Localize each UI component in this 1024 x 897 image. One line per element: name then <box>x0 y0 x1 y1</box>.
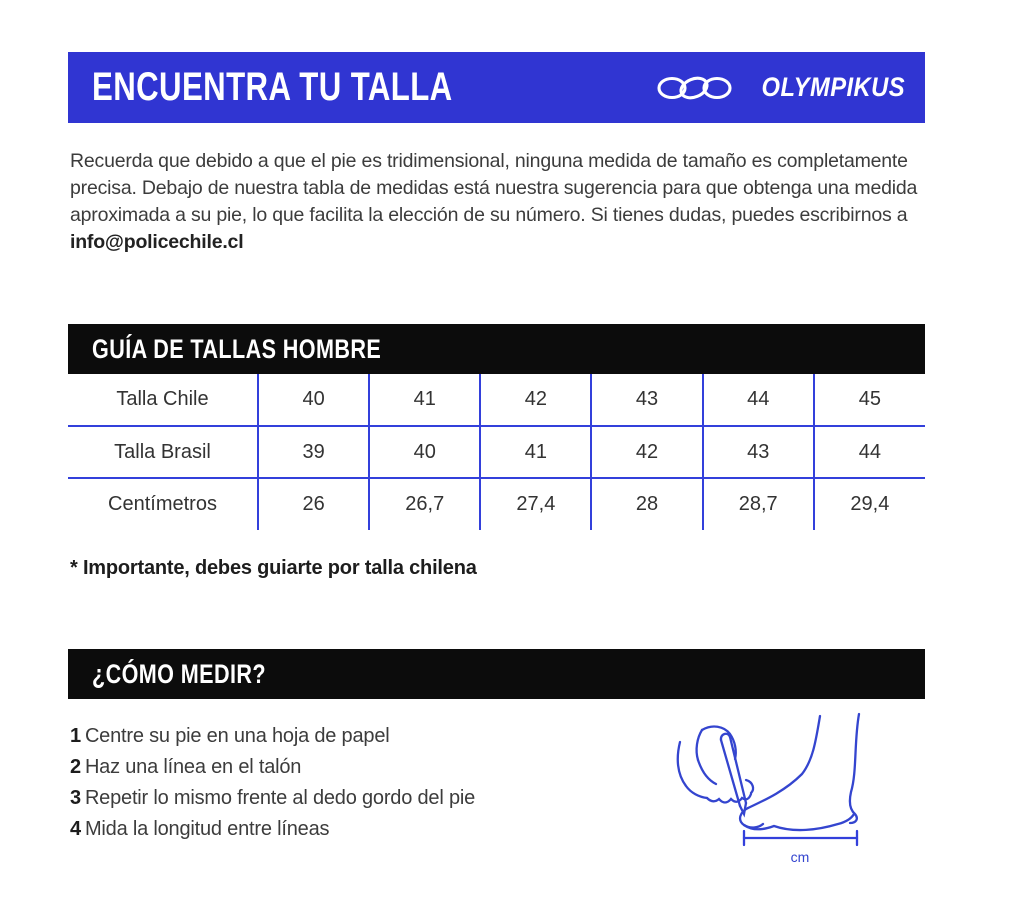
size-value-cell: 28 <box>591 478 702 530</box>
size-value-cell: 43 <box>703 426 814 478</box>
measure-steps-list <box>70 721 650 845</box>
section-header-size-guide <box>68 324 925 374</box>
size-value-cell: 27,4 <box>480 478 591 530</box>
step-text: Mida la longitud entre líneas <box>84 818 330 840</box>
size-value-cell: 43 <box>591 374 702 426</box>
foot-measure-illustration <box>652 702 937 874</box>
brand-logo <box>657 72 905 104</box>
size-note: * Importante, debes guiarte por talla chilena <box>70 557 477 579</box>
section-title: ¿CÓMO MEDIR? <box>92 658 266 689</box>
step-number: 2 <box>70 756 81 778</box>
foot-drawing <box>678 714 859 830</box>
size-value-cell: 45 <box>814 374 925 426</box>
size-value-cell: 42 <box>480 374 591 426</box>
size-value-cell: 41 <box>369 374 480 426</box>
step-number: 1 <box>70 725 81 747</box>
size-value-cell: 39 <box>258 426 369 478</box>
cm-label: cm <box>790 849 810 865</box>
size-table-body <box>68 374 925 530</box>
step-text: Repetir lo mismo frente al dedo gordo del pie <box>84 787 476 809</box>
row-label: Talla Chile <box>68 374 258 426</box>
size-value-cell: 40 <box>258 374 369 426</box>
step-number: 3 <box>70 787 81 809</box>
step-text: Haz una línea en el talón <box>84 756 302 778</box>
size-value-cell: 42 <box>591 426 702 478</box>
measure-step <box>70 814 650 845</box>
size-table <box>68 374 925 530</box>
size-value-cell: 41 <box>480 426 591 478</box>
size-table-container <box>68 374 925 530</box>
size-value-cell: 28,7 <box>703 478 814 530</box>
step-number: 4 <box>70 818 81 840</box>
contact-email: info@policechile.cl <box>70 231 244 253</box>
measure-step <box>70 752 650 783</box>
size-value-cell: 44 <box>814 426 925 478</box>
step-text: Centre su pie en una hoja de papel <box>84 725 390 747</box>
size-value-cell: 26,7 <box>369 478 480 530</box>
intro-text: Recuerda que debido a que el pie es tridimensional, ninguna medida de tamaño es completamente precisa. Debajo de nuestra tabla de medidas está nuestra sugerencia para que obtenga una medida aproximada a su pie, lo que facilita la elección de su número. Si tienes dudas, puedes escribirnos a <box>70 150 918 226</box>
size-value-cell: 40 <box>369 426 480 478</box>
size-value-cell: 44 <box>703 374 814 426</box>
page-title: ENCUENTRA TU TALLA <box>92 65 453 109</box>
row-label: Centímetros <box>68 478 258 530</box>
brand-name: OLYMPIKUS <box>761 72 905 102</box>
measure-step <box>70 721 650 752</box>
size-value-cell: 26 <box>258 478 369 530</box>
size-value-cell: 29,4 <box>850 493 890 515</box>
section-header-how-to-measure <box>68 649 925 699</box>
table-row <box>68 478 925 530</box>
olympikus-rings-icon <box>657 72 733 104</box>
page-header <box>68 52 925 123</box>
cm-measure-line <box>744 831 857 845</box>
row-label: Talla Brasil <box>68 426 258 478</box>
measure-step <box>70 783 650 814</box>
intro-paragraph <box>70 148 936 256</box>
table-row <box>68 426 925 478</box>
table-row <box>68 374 925 426</box>
section-title: GUÍA DE TALLAS HOMBRE <box>92 333 382 364</box>
